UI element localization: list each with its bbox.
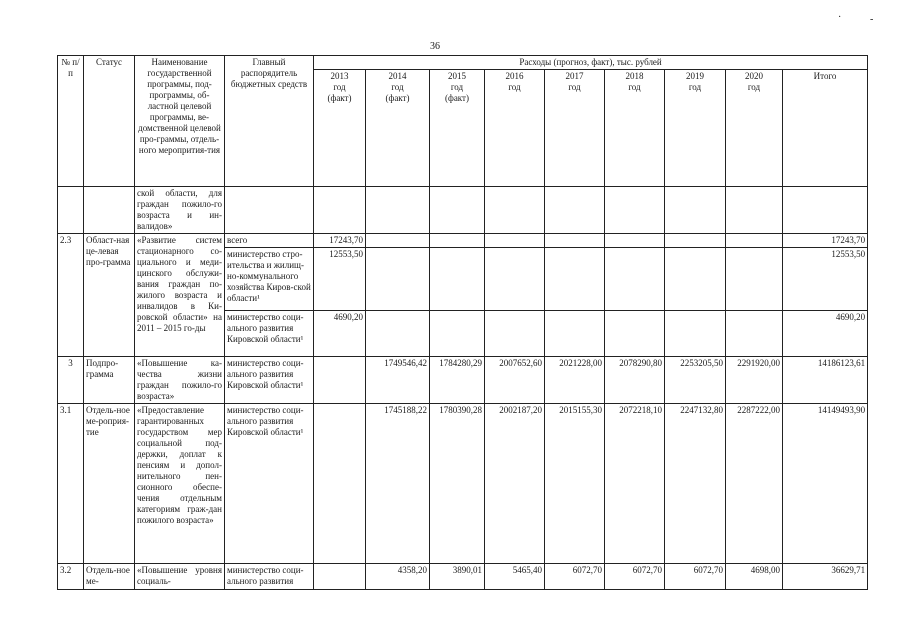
header-year-2017: 2017 год (545, 70, 605, 187)
header-year-2015: 2015 год (факт) (430, 70, 485, 187)
table-row (58, 357, 868, 404)
row-number: 3 (58, 357, 84, 404)
value-2018: 6072,70 (605, 564, 665, 590)
row-status: Отдель-ное ме-роприя-тие (84, 404, 135, 564)
row-number: 2.3 (58, 234, 84, 357)
value-2018: 2072218,10 (605, 404, 665, 564)
value-2017: 2015155,30 (545, 404, 605, 564)
value-2017: 6072,70 (545, 564, 605, 590)
value-total: 12553,50 (783, 248, 868, 311)
header-total: Итого (783, 70, 868, 187)
table-row (58, 564, 868, 590)
value-2014: 1749546,42 (366, 357, 430, 404)
row-admin: министерство соци-ального развития (225, 564, 314, 590)
header-number: № п/п (58, 56, 84, 187)
header-admin: Главный распорядитель бюджетных средств (225, 56, 314, 187)
table-row (58, 234, 868, 248)
value-2014: 4358,20 (366, 564, 430, 590)
value-2016: 2002187,20 (485, 404, 545, 564)
header-year-2014: 2014 год (факт) (366, 70, 430, 187)
value-total: 4690,20 (783, 311, 868, 357)
table-row (58, 404, 868, 564)
corner-mark: · (838, 12, 842, 23)
expenses-table (57, 55, 868, 590)
header-year-2019: 2019 год (665, 70, 726, 187)
value-2015: 1780390,28 (430, 404, 485, 564)
value-2018: 2078290,80 (605, 357, 665, 404)
value-2020: 2291920,00 (726, 357, 783, 404)
value-2013 (314, 564, 366, 590)
header-year-2013: 2013 год (факт) (314, 70, 366, 187)
row-admin: министерство соци-ального развития Кировской области¹ (225, 357, 314, 404)
value-2019: 6072,70 (665, 564, 726, 590)
value-2013 (314, 404, 366, 564)
value-2019: 2247132,80 (665, 404, 726, 564)
header-year-2018: 2018 год (605, 70, 665, 187)
row-status: Област-ная це-левая про-грамма (84, 234, 135, 357)
value-2019: 2253205,50 (665, 357, 726, 404)
value-2015: 3890,01 (430, 564, 485, 590)
row-admin: всего (225, 234, 314, 248)
corner-mark: - (870, 14, 874, 25)
row-name: «Развитие систем стационарного со-циального и меди-цинского обслужи-вания граждан по-жилого возраста и инвалидов в Ки-ровской области» на 2011 – 2015 го-ды (135, 234, 225, 357)
page-number: 36 (430, 41, 440, 52)
row-admin: министерство соци-ального развития Кировской области¹ (225, 311, 314, 357)
value-2013 (314, 357, 366, 404)
value-total: 14149493,90 (783, 404, 868, 564)
value-total: 17243,70 (783, 234, 868, 248)
value-2020: 2287222,00 (726, 404, 783, 564)
value-2016: 5465,40 (485, 564, 545, 590)
value-2013: 17243,70 (314, 234, 366, 248)
row-name: «Предоставление гарантированных государством мер социальной под-держки, доплат к пенсиям и допол-нительного пен-сионного обеспе-чения отдельным категориям граж-дан пожилого возраста» (135, 404, 225, 564)
value-2013: 4690,20 (314, 311, 366, 357)
value-2016: 2007652,60 (485, 357, 545, 404)
row-name: «Повышение ка-чества жизни граждан пожило-го возраста» (135, 357, 225, 404)
value-2020: 4698,00 (726, 564, 783, 590)
row-name: «Повышение уровня социаль- (135, 564, 225, 590)
row-status: Отдель-ное ме- (84, 564, 135, 590)
row-number: 3.1 (58, 404, 84, 564)
row-number: 3.2 (58, 564, 84, 590)
value-2017: 2021228,00 (545, 357, 605, 404)
value-2015: 1784280,29 (430, 357, 485, 404)
header-name: Наименование государственной программы, под-программы, об-ластной целевой программы, ве-домственной целевой про-граммы, отдель-ного меропрития-тия (135, 56, 225, 187)
value-total: 36629,71 (783, 564, 868, 590)
value-total: 14186123,61 (783, 357, 868, 404)
value-2013: 12553,50 (314, 248, 366, 311)
row-status: Подпро-грамма (84, 357, 135, 404)
continuation-text: ской области, для граждан пожило-го возраста и ин-валидов» (135, 187, 225, 234)
row-admin: министерство соци-ального развития Кировской области¹ (225, 404, 314, 564)
header-status: Статус (84, 56, 135, 187)
row-admin: министерство стро-ительства и жилищ-но-коммунального хозяйства Киров-ской области¹ (225, 248, 314, 311)
table-row (58, 187, 868, 234)
value-2014: 1745188,22 (366, 404, 430, 564)
header-year-2020: 2020 год (726, 70, 783, 187)
header-expenses: Расходы (прогноз, факт), тыс. рублей (314, 56, 868, 70)
header-year-2016: 2016 год (485, 70, 545, 187)
